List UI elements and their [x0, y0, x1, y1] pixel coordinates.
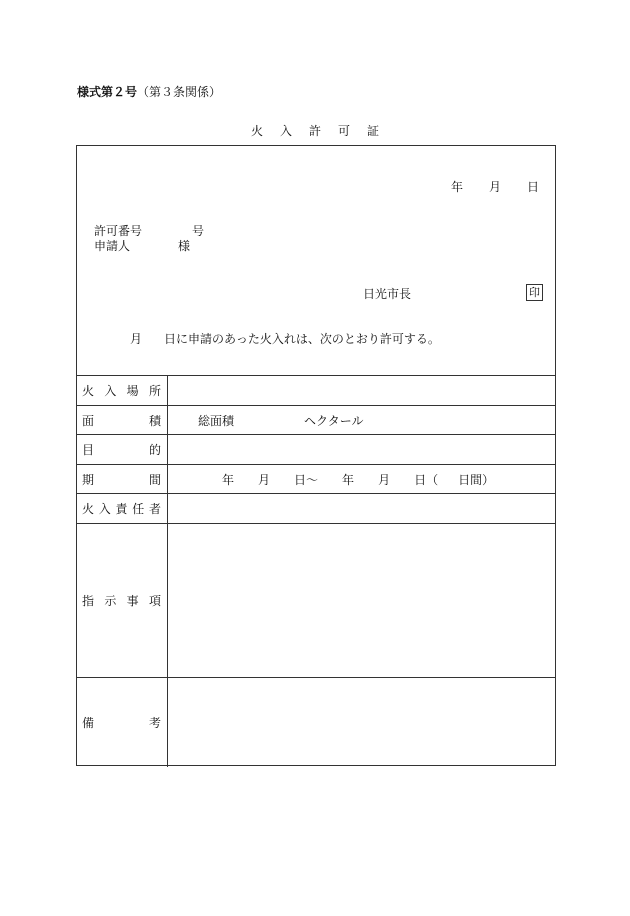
remarks-field[interactable] [168, 678, 556, 767]
label-instructions [76, 524, 168, 677]
label-char: 期 [82, 472, 95, 487]
label-char: 火 [82, 384, 95, 398]
row-responsible [76, 493, 556, 523]
issuer-mayor: 日光市長 [363, 287, 412, 301]
label-char: 面 [82, 413, 95, 428]
document-title: 火入許可証 [250, 124, 396, 138]
responsible-field[interactable] [168, 494, 556, 523]
label-char: 備 [82, 716, 95, 730]
form-number-label: 様式第２号 [77, 85, 138, 99]
form-relation: （第３条関係） [137, 85, 222, 99]
date-month: 月 [488, 180, 501, 194]
period-start-day: 日～ [294, 472, 319, 487]
hectare-unit: ヘクタール [304, 413, 364, 428]
label-char: 入 [104, 384, 117, 398]
label-remarks [76, 678, 168, 767]
label-char: 考 [148, 716, 161, 730]
period-end-month: 月 [378, 472, 391, 487]
label-purpose [76, 435, 168, 464]
form-number [77, 83, 221, 100]
label-char: 事 [126, 594, 139, 608]
label-char: 場 [126, 384, 139, 398]
date-year: 年 [450, 180, 463, 194]
period-start-month: 月 [258, 472, 271, 487]
statement-text: 日に申請のあった火入れは、次のとおり許可する。 [164, 332, 440, 346]
label-char: 指 [82, 594, 95, 608]
permit-form [76, 145, 556, 766]
date-day: 日 [526, 180, 539, 194]
row-area [76, 405, 556, 434]
label-responsible [76, 494, 168, 523]
label-char: 的 [148, 443, 161, 457]
label-period [76, 465, 168, 493]
label-char: 間 [148, 472, 161, 487]
instructions-field[interactable] [168, 524, 556, 677]
permit-number-label: 許可番号 [94, 224, 143, 238]
label-location [76, 376, 168, 405]
label-char: 項 [148, 594, 161, 608]
area-field[interactable] [168, 406, 556, 434]
label-char: 入 [98, 502, 111, 516]
label-area [76, 406, 168, 434]
period-start-year: 年 [222, 472, 235, 487]
applicant-label: 申請人 [94, 239, 131, 253]
label-char: 任 [132, 502, 145, 516]
label-char: 目 [82, 443, 95, 457]
issue-date [451, 178, 539, 195]
label-char: 所 [148, 384, 161, 398]
label-char: 責 [115, 502, 128, 516]
seal-mark: 印 [526, 284, 543, 301]
permit-statement [130, 330, 440, 347]
period-days: 日間） [458, 472, 495, 487]
row-instructions [76, 523, 556, 677]
row-purpose [76, 434, 556, 464]
label-char: 示 [104, 594, 117, 608]
row-remarks [76, 677, 556, 767]
permit-number-suffix: 号 [192, 224, 205, 238]
row-location [76, 375, 556, 405]
period-end-day: 日（ [414, 472, 439, 487]
location-field[interactable] [168, 376, 556, 405]
row-period [76, 464, 556, 493]
label-char: 積 [148, 413, 161, 428]
applicant [94, 237, 190, 254]
label-char: 者 [148, 502, 161, 516]
statement-month: 月 [130, 332, 143, 346]
purpose-field[interactable] [168, 435, 556, 464]
total-area-label: 総面積 [198, 413, 235, 428]
label-char: 火 [82, 502, 95, 516]
period-field[interactable] [168, 465, 556, 493]
applicant-suffix: 様 [178, 239, 191, 253]
period-end-year: 年 [342, 472, 355, 487]
